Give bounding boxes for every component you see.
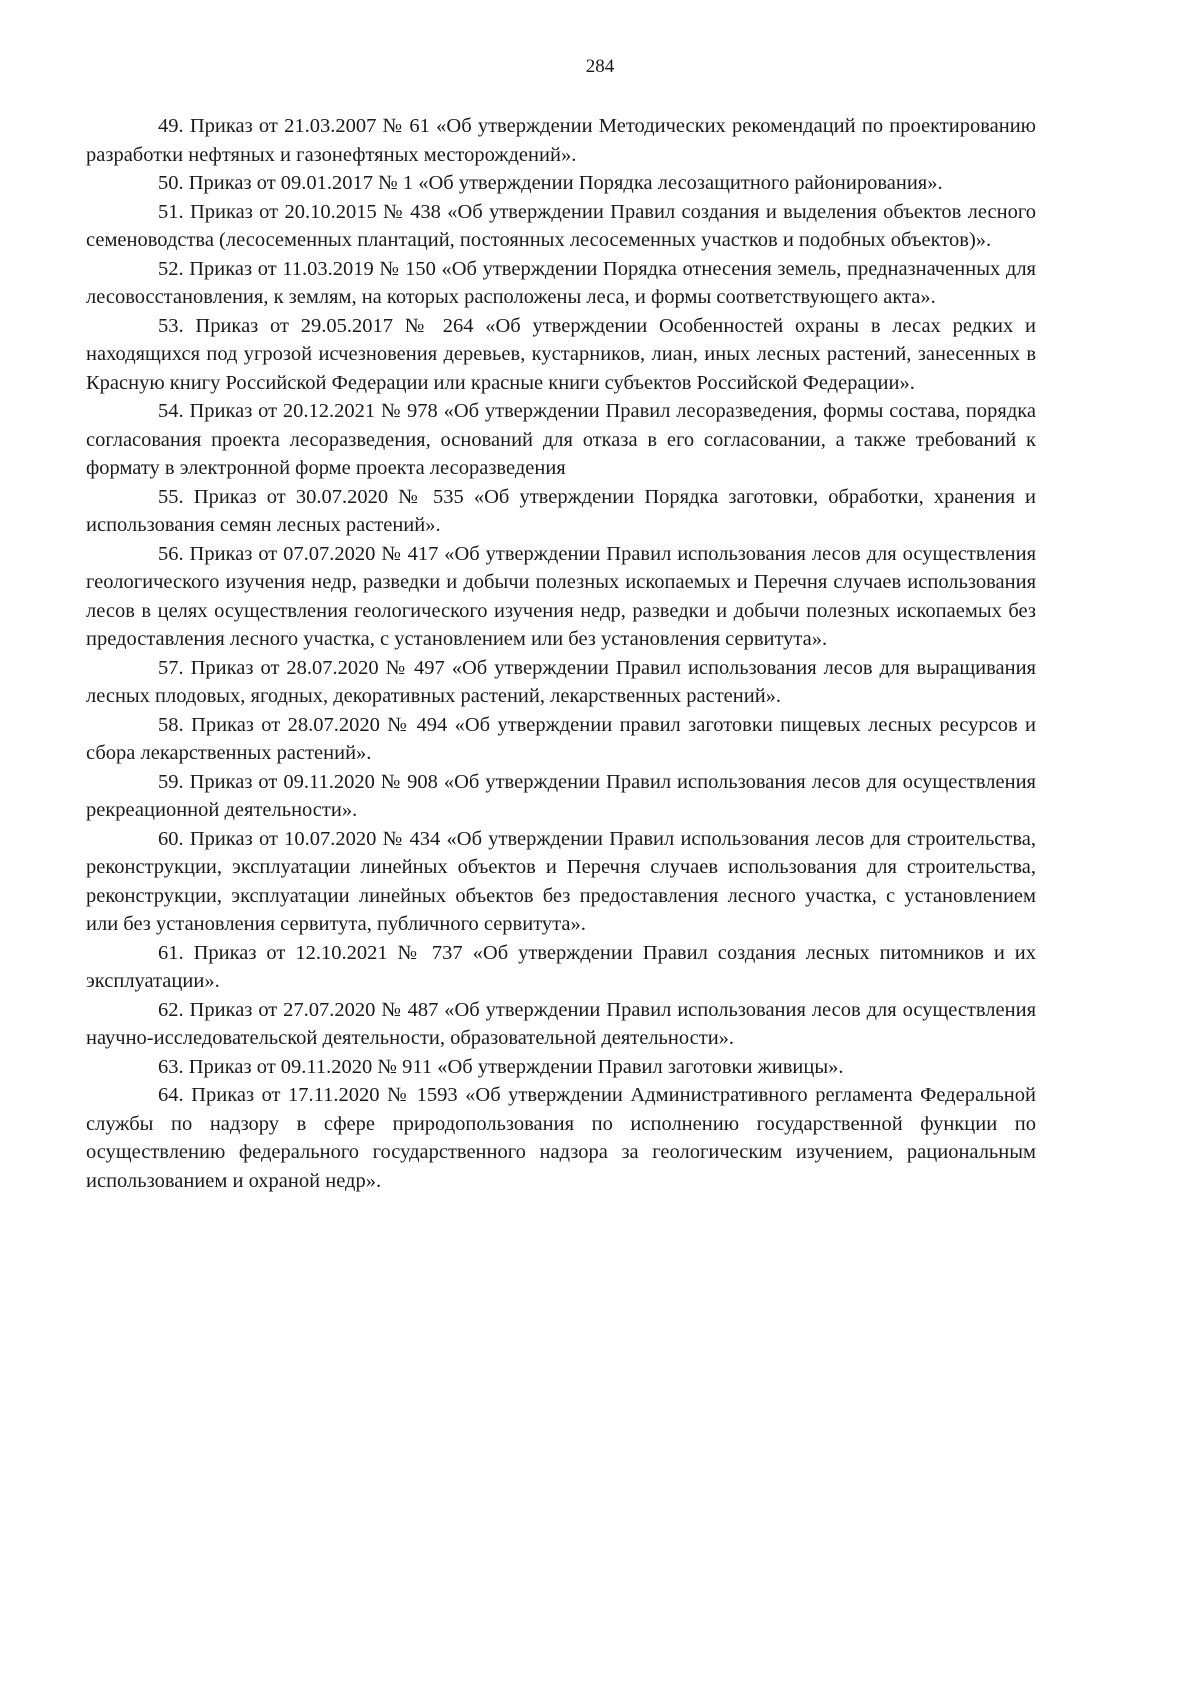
list-item: 51. Приказ от 20.10.2015 № 438 «Об утверждении Правил создания и выделения объектов лесного семеноводства (лесосеменных плантаций, постоянных лесосеменных участков и подобных объектов)».: [86, 200, 1036, 251]
list-item: 58. Приказ от 28.07.2020 № 494 «Об утверждении правил заготовки пищевых лесных ресурсов и сбора лекарственных растений».: [86, 713, 1036, 764]
list-item: 61. Приказ от 12.10.2021 № 737 «Об утверждении Правил создания лесных питомников и их эксплуатации».: [86, 941, 1036, 992]
list-item: 53. Приказ от 29.05.2017 № 264 «Об утверждении Особенностей охраны в лесах редких и находящихся под угрозой исчезновения деревьев, кустарников, лиан, иных лесных растений, занесенных в Красную книгу Российской Федерации или красные книги субъектов Российской Федерации».: [86, 314, 1036, 394]
list-item: 59. Приказ от 09.11.2020 № 908 «Об утверждении Правил использования лесов для осуществления рекреационной деятельности».: [86, 770, 1036, 821]
list-item: 56. Приказ от 07.07.2020 № 417 «Об утверждении Правил использования лесов для осуществления геологического изучения недр, разведки и добычи полезных ископаемых и Перечня случаев использования лесов в целях осуществления геологического изучения недр, разведки и добычи полезных ископаемых без предоставления лесного участка, с установлением или без установления сервитута».: [86, 542, 1036, 650]
list-item: 54. Приказ от 20.12.2021 № 978 «Об утверждении Правил лесоразведения, формы состава, порядка согласования проекта лесоразведения, оснований для отказа в его согласовании, а также требований к формату в электронной форме проекта лесоразведения: [86, 400, 1036, 479]
order-list: [86, 112, 1036, 1195]
list-item: 49. Приказ от 21.03.2007 № 61 «Об утверждении Методических рекомендаций по проектированию разработки нефтяных и газонефтяных месторождений».: [86, 115, 1036, 166]
list-item: 52. Приказ от 11.03.2019 № 150 «Об утверждении Порядка отнесения земель, предназначенных для лесовосстановления, к землям, на которых расположены леса, и формы соответствующего акта».: [86, 257, 1036, 308]
list-item: 63. Приказ от 09.11.2020 № 911 «Об утверждении Правил заготовки живицы».: [158, 1055, 844, 1078]
list-item: 55. Приказ от 30.07.2020 № 535 «Об утверждении Порядка заготовки, обработки, хранения и использования семян лесных растений».: [86, 485, 1036, 536]
page-number: 284: [585, 56, 615, 77]
list-item: 64. Приказ от 17.11.2020 № 1593 «Об утверждении Административного регламента Федеральной службы по надзору в сфере природопользования по исполнению государственной функции по осуществлению федерального государственного надзора за геологическим изучением, рациональным использованием и охраной недр».: [86, 1084, 1036, 1192]
list-item: 60. Приказ от 10.07.2020 № 434 «Об утверждении Правил использования лесов для строительства, реконструкции, эксплуатации линейных объектов и Перечня случаев использования для строительства, реконструкции, эксплуатации линейных объектов без предоставления лесного участка, с установлением или без установления сервитута, публичного сервитута».: [86, 827, 1036, 935]
list-item: 62. Приказ от 27.07.2020 № 487 «Об утверждении Правил использования лесов для осуществления научно-исследовательской деятельности, образовательной деятельности».: [86, 998, 1036, 1049]
list-item: 50. Приказ от 09.01.2017 № 1 «Об утверждении Порядка лесозащитного районирования».: [158, 172, 943, 194]
list-item: 57. Приказ от 28.07.2020 № 497 «Об утверждении Правил использования лесов для выращивания лесных плодовых, ягодных, декоративных растений, лекарственных растений».: [86, 656, 1036, 707]
